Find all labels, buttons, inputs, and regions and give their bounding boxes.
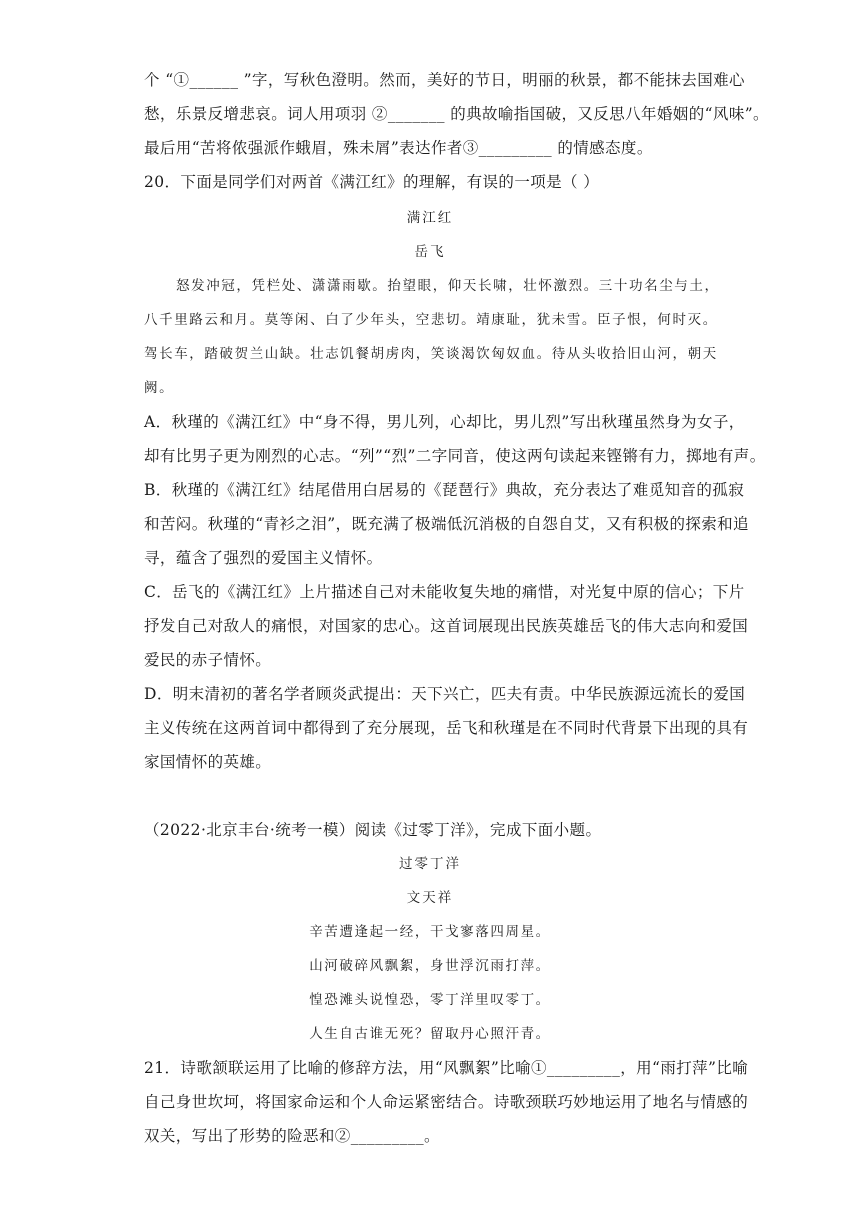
option-b-line-1: B．秋瑾的《满江红》结尾借用白居易的《琵琶行》典故，充分表达了难觅知音的孤寂	[144, 481, 745, 499]
section-intro: （2022·北京丰台·统考一模）阅读《过零丁洋》，完成下面小题。	[144, 821, 602, 839]
option-c-line-2: 抒发自己对敌人的痛恨，对国家的忠心。这首词展现出民族英雄岳飞的伟大志向和爱国	[144, 617, 749, 635]
option-b-line-3: 寻，蕴含了强烈的爱国主义情怀。	[144, 549, 383, 567]
q19-line-2: 愁，乐景反增悲哀。词人用项羽 ②_______ 的典故喻指国破，又反思八年婚姻的“风味”。	[144, 105, 769, 123]
poem-author-wentianxiang: 文天祥	[406, 890, 454, 906]
q19-line-1: 个 “①______ ”字，写秋色澄明。然而，美好的节日，明丽的秋景，都不能抹去国难心	[144, 71, 745, 89]
q19-line-3: 最后用“苦将侬强派作蛾眉，殊未屑”表达作者③_________ 的情感态度。	[144, 139, 653, 157]
option-d-line-3: 家国情怀的英雄。	[144, 753, 272, 771]
poem-line: 八千里路云和月。莫等闲、白了少年头，空悲切。靖康耻，犹未雪。臣子恨，何时灭。	[144, 312, 718, 328]
poem-title-manjianghong: 满江红	[406, 210, 454, 226]
option-d-line-2: 主义传统在这两首词中都得到了充分展现，岳飞和秋瑾是在不同时代背景下出现的具有	[144, 719, 749, 737]
poem-line: 山河破碎风飘絮，身世浮沉雨打萍。	[309, 958, 551, 974]
q21-line-3: 双关，写出了形势的险恶和②_________。	[144, 1127, 440, 1145]
option-b-line-2: 和苦闷。秋瑾的“青衫之泪”，既充满了极端低沉消极的自怨自艾，又有积极的探索和追	[144, 515, 749, 533]
q21-line-2: 自己身世坎坷，将国家命运和个人命运紧密结合。诗歌颈联巧妙地运用了地名与情感的	[144, 1093, 749, 1111]
option-d-line-1: D．明末清初的著名学者顾炎武提出：天下兴亡，匹夫有责。中华民族源远流长的爱国	[144, 685, 746, 703]
option-a-line-1: A．秋瑾的《满江红》中“身不得，男儿列，心却比，男儿烈”写出秋瑾虽然身为女子，	[144, 413, 745, 431]
q20-stem: 20．下面是同学们对两首《满江红》的理解，有误的一项是（ ）	[144, 173, 600, 191]
q21-line-1: 21．诗歌颔联运用了比喻的修辞方法，用“风飘絮”比喻①_________，用“雨打萍”比喻	[144, 1059, 749, 1077]
poem-line: 辛苦遭逢起一经，干戈寥落四周星。	[309, 924, 551, 940]
poem-line: 惶恐滩头说惶恐，零丁洋里叹零丁。	[309, 992, 551, 1008]
poem-line: 驾长车，踏破贺兰山缺。壮志饥餐胡虏肉，笑谈渴饮匈奴血。待从头收拾旧山河，朝天	[144, 346, 718, 362]
option-a-line-2: 却有比男子更为刚烈的心志。“列”“烈”二字同音，使这两句读起来铿锵有力，掷地有声。	[144, 447, 766, 465]
poem-line: 人生自古谁无死？留取丹心照汗青。	[309, 1026, 551, 1042]
poem-line: 阙。	[144, 380, 175, 396]
poem-line: 怒发冲冠，凭栏处、潇潇雨歇。抬望眼，仰天长啸，壮怀激烈。三十功名尘与土，	[176, 278, 720, 294]
option-c-line-3: 爱民的赤子情怀。	[144, 651, 272, 669]
option-c-line-1: C．岳飞的《满江红》上片描述自己对未能收复失地的痛惜，对光复中原的信心；下片	[144, 583, 745, 601]
poem-title-guolingdingyang: 过零丁洋	[399, 856, 461, 872]
poem-author-yuefei: 岳飞	[414, 244, 446, 260]
